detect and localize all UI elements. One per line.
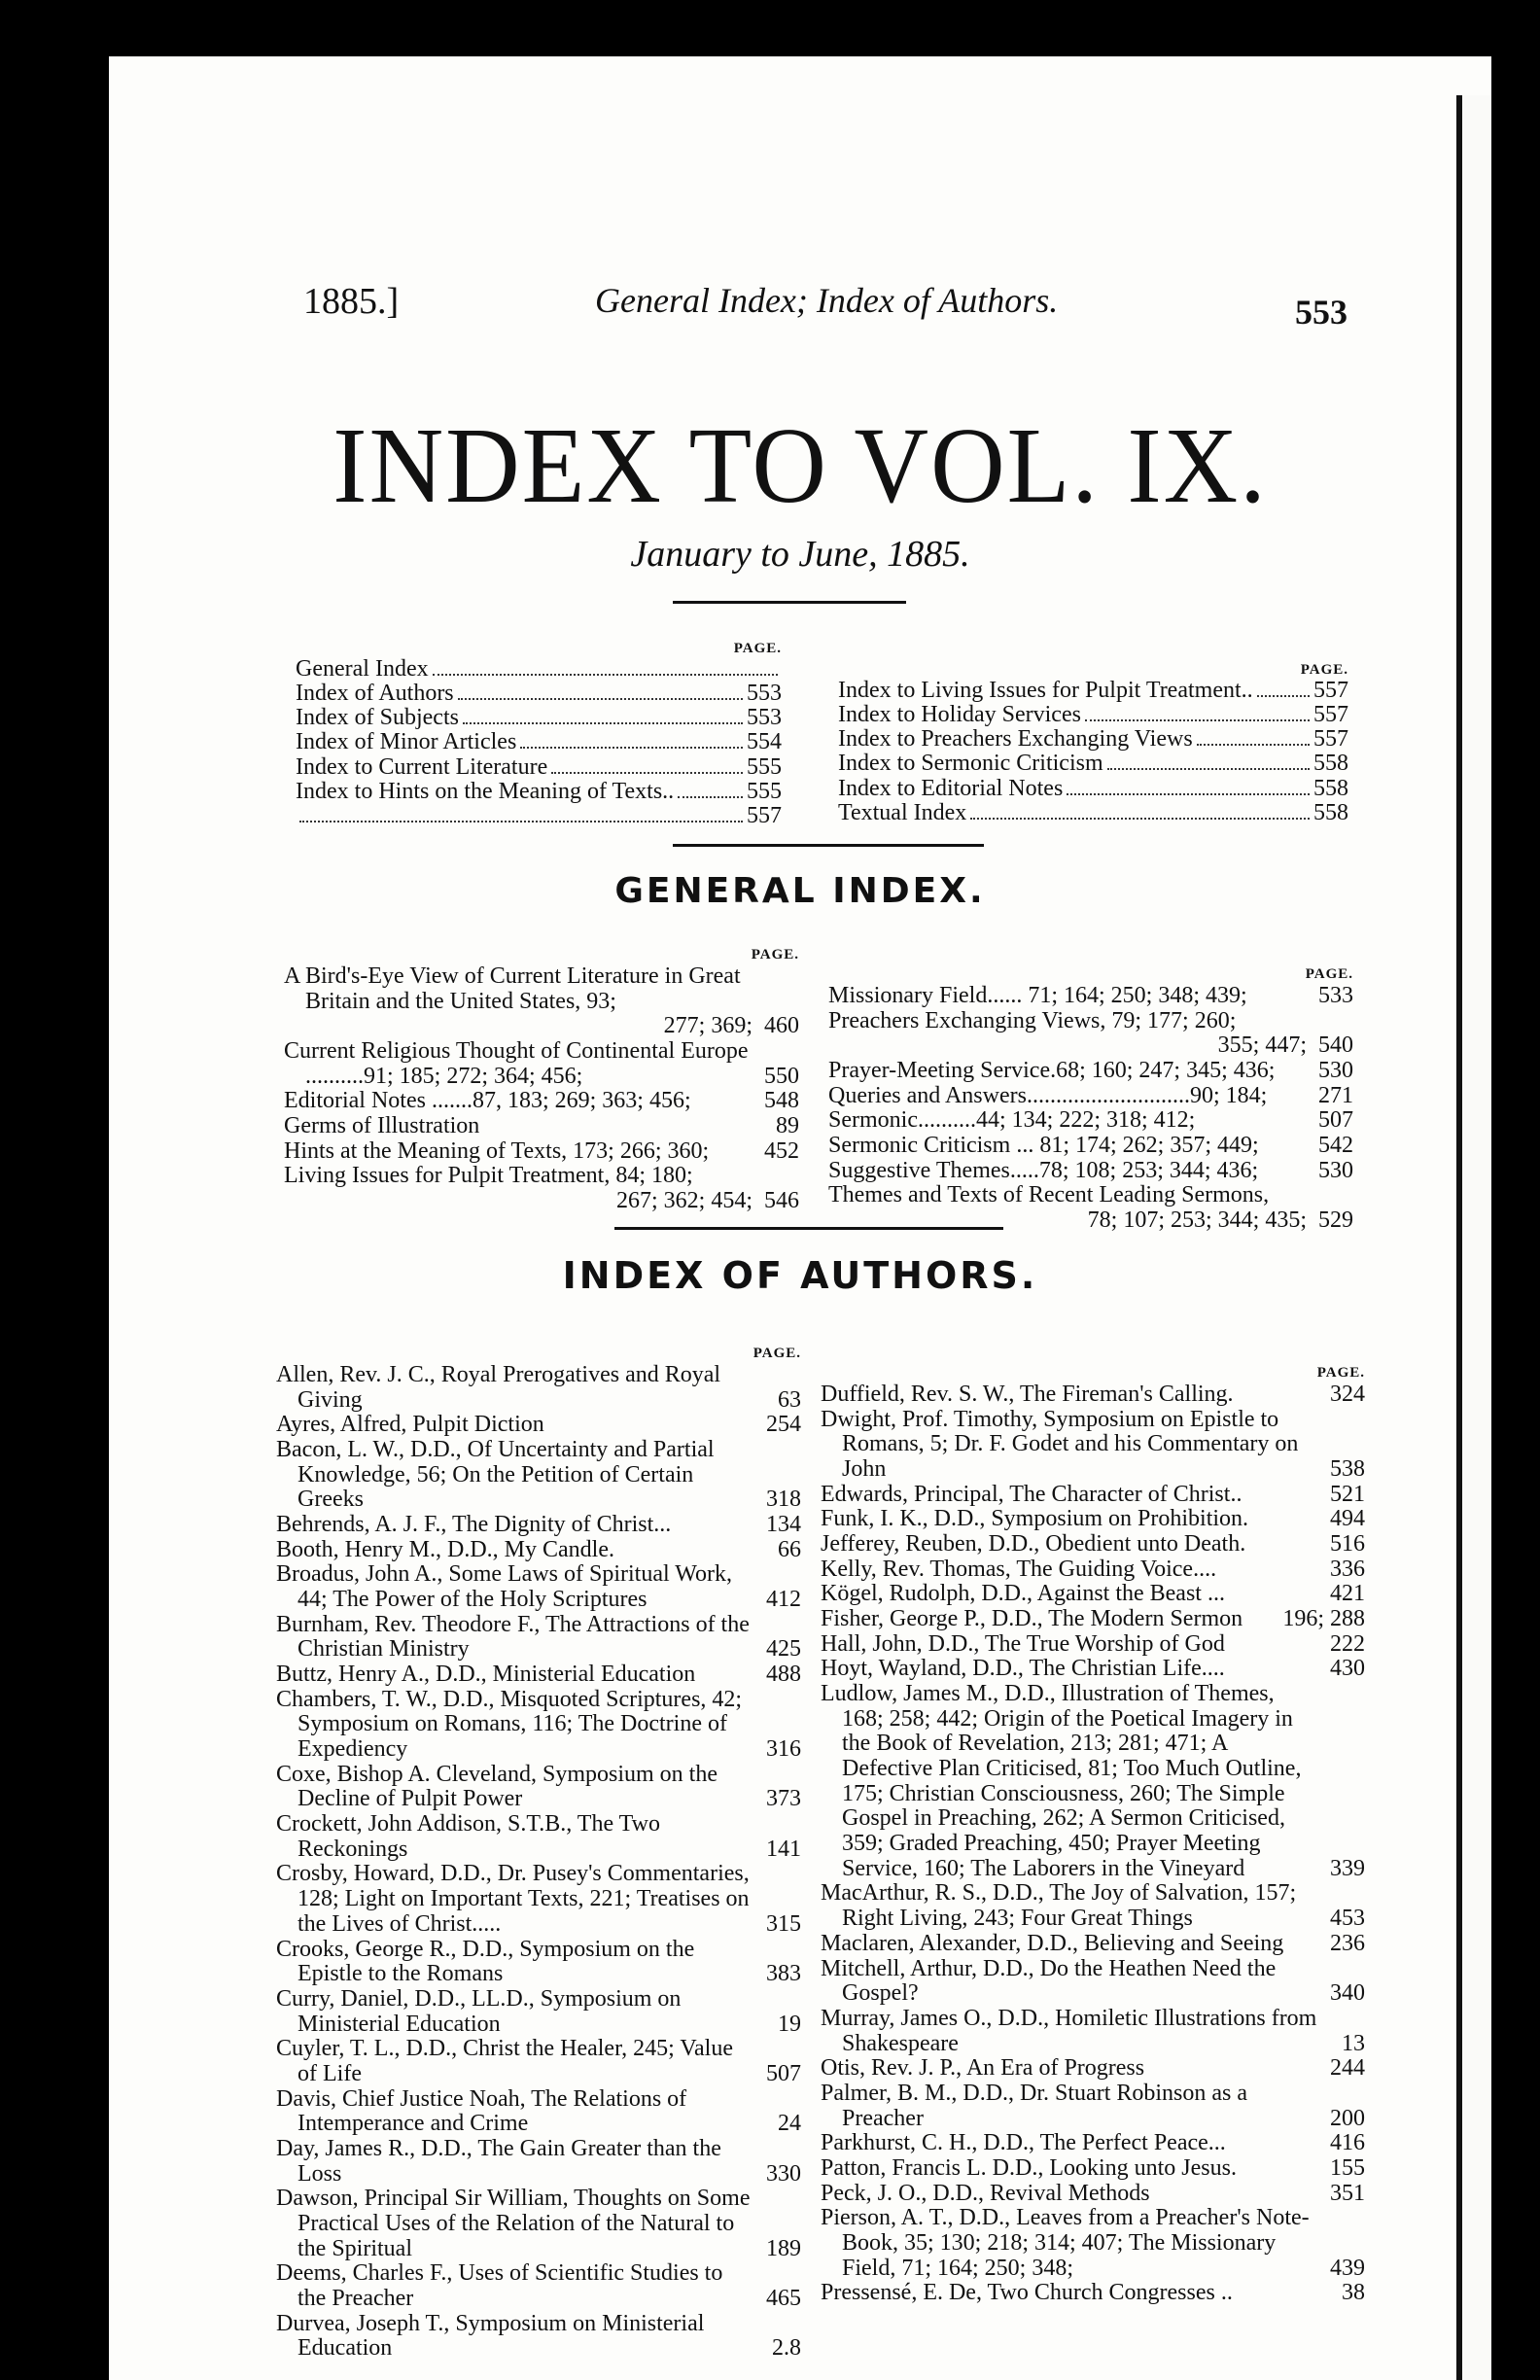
- entry-text: Missionary Field...... 71; 164; 250; 348; 439;: [828, 983, 1247, 1009]
- index-entry: [284, 1189, 799, 1214]
- contents-label: Index to Hints on the Meaning of Texts..: [296, 778, 675, 804]
- index-entry: [821, 2082, 1365, 2131]
- entry-text: 78; 107; 253; 344; 435;: [1087, 1208, 1307, 1234]
- entry-page-number: 141: [766, 1836, 801, 1862]
- entry-text: Jefferey, Reuben, D.D., Obedient unto Death.: [821, 1531, 1246, 1558]
- contents-page-number: 557: [747, 802, 782, 828]
- index-entry: [284, 1139, 799, 1165]
- index-entry: [276, 2087, 801, 2137]
- entry-page-number: 351: [1330, 2180, 1365, 2206]
- general-index-right-column: [828, 966, 1353, 1234]
- entry-text: Bacon, L. W., D.D., Of Uncertainty and Partial Knowledge, 56; On the Petition of Certain Greeks: [276, 1437, 715, 1513]
- index-entry: [284, 1014, 799, 1039]
- entry-page-number: 538: [1330, 1456, 1365, 1483]
- entry-page-number: 315: [766, 1910, 801, 1937]
- running-head-year: 1885.]: [303, 281, 400, 322]
- contents-label: Index to Sermonic Criticism: [838, 751, 1103, 777]
- entry-text: Cuyler, T. L., D.D., Christ the Healer, 245; Value of Life: [276, 2036, 733, 2086]
- entry-page-number: 336: [1330, 1556, 1365, 1582]
- entry-text: Sermonic..........44; 134; 222; 318; 412;: [828, 1107, 1196, 1134]
- contents-page-number: 555: [747, 778, 782, 804]
- index-entry: [821, 1932, 1365, 1957]
- index-entry: [284, 964, 799, 1014]
- index-entry: [276, 1562, 801, 1612]
- page-column-header: PAGE.: [733, 641, 782, 656]
- entry-page-number: 155: [1330, 2154, 1365, 2181]
- index-entry: [821, 1483, 1365, 1508]
- contents-label: Index to Editorial Notes: [838, 775, 1064, 801]
- leader-dots: [463, 722, 743, 724]
- page-column-header: PAGE.: [1305, 966, 1353, 982]
- contents-label: Textual Index: [838, 799, 967, 825]
- index-entry: [284, 1089, 799, 1114]
- contents-left-column: [296, 642, 782, 828]
- entry-page-number: 2.8: [772, 2335, 801, 2362]
- entry-text: Day, James R., D.D., The Gain Greater than the Loss: [276, 2135, 721, 2187]
- entry-page-number: 196; 288: [1282, 1606, 1365, 1632]
- entry-page-number: 542: [1318, 1133, 1353, 1159]
- contents-row: [296, 755, 782, 780]
- page-title: INDEX TO VOL. IX.: [332, 405, 1268, 525]
- entry-page-number: 66: [778, 1536, 801, 1562]
- leader-dots: [1067, 793, 1310, 795]
- contents-page-number: 557: [1313, 701, 1348, 727]
- leader-dots: [1257, 695, 1310, 697]
- contents-label: Index of Subjects: [296, 705, 459, 731]
- index-entry: [821, 2131, 1365, 2156]
- entry-page-number: 439: [1330, 2255, 1365, 2281]
- index-entry: [276, 1413, 801, 1438]
- index-entry: [828, 1059, 1353, 1084]
- contents-page-number: 554: [747, 729, 782, 755]
- index-entry: [821, 1657, 1365, 1682]
- index-entry: [276, 2037, 801, 2086]
- entry-text: Patton, Francis L. D.D., Looking unto Jesus.: [821, 2154, 1237, 2181]
- entry-text: Broadus, John A., Some Laws of Spiritual Work, 44; The Power of the Holy Scriptures: [276, 1561, 732, 1613]
- contents-page-number: 558: [1313, 799, 1348, 825]
- index-entry: [276, 1538, 801, 1563]
- entry-text: Peck, J. O., D.D., Revival Methods: [821, 2180, 1150, 2206]
- index-entry: [828, 1159, 1353, 1184]
- contents-page-number: 555: [747, 753, 782, 780]
- entry-page-number: 550: [764, 1063, 799, 1089]
- entry-page-number: 383: [766, 1961, 801, 1987]
- index-entry: [821, 1558, 1365, 1583]
- entry-text: Behrends, A. J. F., The Dignity of Christ...: [276, 1512, 672, 1538]
- contents-label: Index of Minor Articles: [296, 729, 517, 755]
- entry-page-number: 516: [1330, 1531, 1365, 1558]
- entry-page-number: 244: [1330, 2055, 1365, 2082]
- general-index-left-column: [284, 947, 799, 1214]
- entry-text: Dawson, Principal Sir William, Thoughts on Some Practical Uses of the Relation of the Natural to the Spiritual: [276, 2186, 751, 2261]
- entry-page-number: 19: [778, 2011, 801, 2037]
- entry-page-number: 460: [764, 1013, 799, 1039]
- entry-text: Crosby, Howard, D.D., Dr. Pusey's Commentaries, 128; Light on Important Texts, 221; Treatises on the Lives of Christ.....: [276, 1861, 750, 1937]
- entry-text: Hints at the Meaning of Texts, 173; 266; 360;: [284, 1138, 710, 1164]
- entry-text: MacArthur, R. S., D.D., The Joy of Salvation, 157; Right Living, 243; Four Great Things: [821, 1880, 1297, 1932]
- contents-label: General Index: [296, 655, 429, 682]
- contents-page-number: 557: [1313, 726, 1348, 752]
- entry-text: Hoyt, Wayland, D.D., The Christian Life....: [821, 1656, 1225, 1682]
- index-entry: [284, 1164, 799, 1189]
- contents-row: [838, 679, 1348, 703]
- index-entry: [821, 1682, 1365, 1881]
- entry-text: Funk, I. K., D.D., Symposium on Prohibition.: [821, 1506, 1249, 1532]
- entry-text: Kelly, Rev. Thomas, The Guiding Voice....: [821, 1556, 1217, 1582]
- entry-page-number: 529: [1318, 1208, 1353, 1234]
- entry-text: Queries and Answers............................90; 184;: [828, 1082, 1268, 1108]
- entry-text: Fisher, George P., D.D., The Modern Sermon: [821, 1606, 1243, 1632]
- entry-text: Kögel, Rudolph, D.D., Against the Beast ...: [821, 1581, 1225, 1607]
- entry-page-number: 507: [1318, 1107, 1353, 1134]
- entry-page-number: 430: [1330, 1656, 1365, 1682]
- index-entry: [821, 1582, 1365, 1607]
- index-entry: [828, 1183, 1353, 1208]
- index-entry: [821, 2156, 1365, 2182]
- contents-label: Index to Holiday Services: [838, 701, 1081, 727]
- entry-text: Crooks, George R., D.D., Symposium on the Epistle to the Romans: [276, 1936, 695, 1987]
- entry-page-number: 507: [766, 2060, 801, 2086]
- index-entry: [276, 1987, 801, 2037]
- entry-page-number: 412: [766, 1587, 801, 1613]
- entry-page-number: 330: [766, 2160, 801, 2187]
- entry-text: Current Religious Thought of Continental Europe ..........91; 185; 272; 364; 456;: [284, 1038, 749, 1089]
- contents-row: [296, 804, 782, 828]
- entry-text: Edwards, Principal, The Character of Christ..: [821, 1481, 1242, 1507]
- contents-row: [838, 777, 1348, 801]
- index-entry: [828, 984, 1353, 1009]
- entry-page-number: 316: [766, 1736, 801, 1763]
- entry-page-number: 63: [778, 1386, 801, 1413]
- entry-text: Parkhurst, C. H., D.D., The Perfect Peace...: [821, 2130, 1226, 2156]
- index-entry: [828, 1033, 1353, 1059]
- entry-page-number: 540: [1318, 1032, 1353, 1059]
- entry-text: Pierson, A. T., D.D., Leaves from a Preacher's Note-Book, 35; 130; 218; 314; 407; The Missionary Field, 71; 164; 250; 348;: [821, 2205, 1310, 2281]
- entry-page-number: 421: [1330, 1581, 1365, 1607]
- index-entry: [276, 1688, 801, 1763]
- entry-page-number: 533: [1318, 983, 1353, 1009]
- entry-text: Otis, Rev. J. P., An Era of Progress: [821, 2055, 1145, 2082]
- contents-row: [296, 682, 782, 706]
- contents-row: [296, 780, 782, 804]
- entry-text: 355; 447;: [1217, 1032, 1307, 1059]
- index-entry: [276, 1438, 801, 1513]
- entry-text: Ayres, Alfred, Pulpit Diction: [276, 1412, 544, 1438]
- entry-text: Coxe, Bishop A. Cleveland, Symposium on the Decline of Pulpit Power: [276, 1761, 718, 1812]
- contents-page-number: 557: [1313, 677, 1348, 703]
- page-number: 553: [1295, 293, 1348, 332]
- contents-label: Index of Authors: [296, 680, 454, 706]
- entry-page-number: 452: [764, 1138, 799, 1164]
- contents-page-number: 558: [1313, 751, 1348, 777]
- entry-page-number: 24: [778, 2111, 801, 2137]
- entry-page-number: 254: [766, 1412, 801, 1438]
- entry-text: Maclaren, Alexander, D.D., Believing and Seeing: [821, 1930, 1284, 1956]
- contents-row: [838, 752, 1348, 776]
- running-head-title: General Index; Index of Authors.: [595, 281, 1059, 320]
- index-entry: [821, 2281, 1365, 2306]
- index-of-authors-heading: INDEX OF AUTHORS.: [562, 1254, 1038, 1297]
- index-entry: [828, 1084, 1353, 1109]
- index-entry: [821, 1532, 1365, 1558]
- leader-dots: [458, 698, 743, 700]
- index-entry: [821, 1957, 1365, 2007]
- entry-page-number: 416: [1330, 2130, 1365, 2156]
- running-head: [109, 280, 1491, 338]
- entry-text: Burnham, Rev. Theodore F., The Attractions of the Christian Ministry: [276, 1611, 750, 1662]
- index-entry: [828, 1134, 1353, 1159]
- index-entry: [821, 2182, 1365, 2207]
- leader-dots: [520, 747, 743, 749]
- contents-label: Index to Living Issues for Pulpit Treatment..: [838, 677, 1253, 703]
- index-entry: [276, 1862, 801, 1937]
- authors-left-column: [276, 1346, 801, 2362]
- leader-dots: [678, 796, 743, 798]
- index-entry: [284, 1039, 799, 1089]
- entry-text: Preachers Exchanging Views, 79; 177; 260;: [828, 1007, 1237, 1033]
- book-page: [109, 56, 1491, 2380]
- index-entry: [276, 1662, 801, 1688]
- entry-page-number: 13: [1342, 2030, 1365, 2056]
- contents-right-column: [838, 663, 1348, 825]
- contents-row: [838, 727, 1348, 752]
- index-entry: [828, 1108, 1353, 1134]
- leader-dots: [299, 821, 743, 822]
- divider-rule: [614, 1227, 1003, 1230]
- index-entry: [821, 2056, 1365, 2082]
- contents-label: Index to Preachers Exchanging Views: [838, 726, 1193, 752]
- entry-page-number: 324: [1330, 1382, 1365, 1408]
- contents-label: Index to Current Literature: [296, 753, 548, 780]
- leader-dots: [433, 674, 778, 676]
- entry-text: Sermonic Criticism ... 81; 174; 262; 357; 449;: [828, 1133, 1259, 1159]
- index-entry: [821, 1408, 1365, 1483]
- entry-text: 277; 369;: [663, 1013, 752, 1039]
- entry-page-number: 318: [766, 1487, 801, 1513]
- entry-page-number: 488: [766, 1662, 801, 1688]
- page-column-header: PAGE.: [1300, 662, 1348, 678]
- contents-row: [296, 657, 782, 682]
- index-entry: [284, 1114, 799, 1139]
- entry-text: Durvea, Joseph T., Symposium on Ministerial Education: [276, 2310, 705, 2362]
- page-column-header: PAGE.: [1316, 1365, 1365, 1381]
- contents-page-number: 553: [747, 680, 782, 706]
- entry-text: Living Issues for Pulpit Treatment, 84; 180;: [284, 1163, 693, 1189]
- entry-page-number: 200: [1330, 2105, 1365, 2131]
- entry-page-number: 89: [776, 1113, 799, 1139]
- entry-page-number: 453: [1330, 1906, 1365, 1932]
- index-entry: [276, 1613, 801, 1662]
- entry-text: Dwight, Prof. Timothy, Symposium on Epistle to Romans, 5; Dr. F. Godet and his Commentary on John: [821, 1406, 1299, 1483]
- divider-rule: [673, 844, 984, 847]
- leader-dots: [551, 772, 743, 774]
- index-entry: [821, 2206, 1365, 2281]
- entry-page-number: 530: [1318, 1157, 1353, 1183]
- entry-text: Hall, John, D.D., The True Worship of God: [821, 1630, 1225, 1657]
- entry-page-number: 271: [1318, 1082, 1353, 1108]
- entry-text: Palmer, B. M., D.D., Dr. Stuart Robinson as a Preacher: [821, 2080, 1248, 2131]
- entry-text: Davis, Chief Justice Noah, The Relations of Intemperance and Crime: [276, 2085, 687, 2137]
- entry-text: Mitchell, Arthur, D.D., Do the Heathen Need the Gospel?: [821, 1955, 1277, 2007]
- entry-page-number: 222: [1330, 1630, 1365, 1657]
- index-entry: [821, 1607, 1365, 1632]
- entry-page-number: 546: [764, 1188, 799, 1214]
- entry-text: Germs of Illustration: [284, 1113, 480, 1139]
- index-entry: [276, 1513, 801, 1538]
- contents-row: [296, 730, 782, 754]
- index-entry: [276, 2312, 801, 2362]
- leader-dots: [1085, 719, 1310, 721]
- entry-text: Themes and Texts of Recent Leading Sermons,: [828, 1182, 1270, 1208]
- entry-page-number: 521: [1330, 1481, 1365, 1507]
- index-entry: [821, 1382, 1365, 1408]
- entry-page-number: 340: [1330, 1980, 1365, 2007]
- index-entry: [828, 1009, 1353, 1034]
- leader-dots: [1107, 768, 1310, 770]
- entry-page-number: 373: [766, 1786, 801, 1812]
- entry-text: Duffield, Rev. S. W., The Fireman's Calling.: [821, 1382, 1234, 1408]
- entry-text: 267; 362; 454;: [615, 1188, 752, 1214]
- index-entry: [821, 2007, 1365, 2056]
- entry-page-number: 494: [1330, 1506, 1365, 1532]
- leader-dots: [970, 818, 1310, 820]
- index-entry: [276, 1763, 801, 1812]
- page-subtitle: January to June, 1885.: [630, 534, 970, 575]
- contents-row: [838, 801, 1348, 825]
- entry-text: Suggestive Themes.....78; 108; 253; 344; 436;: [828, 1157, 1259, 1183]
- entry-page-number: 548: [764, 1088, 799, 1114]
- entry-page-number: 530: [1318, 1058, 1353, 1084]
- index-entry: [821, 1507, 1365, 1532]
- entry-page-number: 339: [1330, 1855, 1365, 1881]
- entry-text: A Bird's-Eye View of Current Literature in Great Britain and the United States, 93;: [284, 963, 741, 1014]
- entry-text: Buttz, Henry A., D.D., Ministerial Education: [276, 1662, 696, 1688]
- general-index-heading: GENERAL INDEX.: [614, 871, 986, 911]
- entry-text: Pressensé, E. De, Two Church Congresses ..: [821, 2280, 1233, 2306]
- index-entry: [276, 2187, 801, 2261]
- entry-text: Crockett, John Addison, S.T.B., The Two Reckonings: [276, 1811, 660, 1862]
- entry-page-number: 134: [766, 1512, 801, 1538]
- divider-rule: [673, 601, 906, 604]
- entry-text: Curry, Daniel, D.D., LL.D., Symposium on Ministerial Education: [276, 1985, 682, 2037]
- entry-text: Booth, Henry M., D.D., My Candle.: [276, 1536, 614, 1562]
- page-column-header: PAGE.: [752, 1346, 801, 1361]
- contents-page-number: 553: [747, 705, 782, 731]
- index-entry: [276, 2261, 801, 2311]
- entry-text: Murray, James O., D.D., Homiletic Illustrations from Shakespeare: [821, 2005, 1317, 2056]
- index-entry: [276, 1363, 801, 1413]
- entry-text: Prayer-Meeting Service.68; 160; 247; 345; 436;: [828, 1058, 1276, 1084]
- leader-dots: [1197, 744, 1310, 746]
- entry-text: Deems, Charles F., Uses of Scientific Studies to the Preacher: [276, 2260, 723, 2311]
- contents-row: [838, 703, 1348, 727]
- entry-page-number: 236: [1330, 1930, 1365, 1956]
- authors-right-column: [821, 1365, 1365, 2306]
- page-column-header: PAGE.: [751, 947, 799, 962]
- index-entry: [276, 2137, 801, 2187]
- entry-page-number: 425: [766, 1636, 801, 1662]
- entry-page-number: 465: [766, 2285, 801, 2311]
- entry-text: Ludlow, James M., D.D., Illustration of Themes, 168; 258; 442; Origin of the Poetical Imagery in the Book of Revelation, 213; 281; 471; A Defective Plan Criticised, 81; Too Much Outline, 175; Christian Consciousness, 260; The Simple Gospel in Preaching, 262; A Sermon Criticised, 359; Graded Preaching, 450; Prayer Meeting Service, 160; The Laborers in the Vineyard: [821, 1681, 1302, 1881]
- entry-page-number: 189: [766, 2235, 801, 2261]
- index-entry: [276, 1938, 801, 1987]
- contents-page-number: 558: [1313, 775, 1348, 801]
- entry-text: Chambers, T. W., D.D., Misquoted Scriptures, 42; Symposium on Romans, 116; The Doctrine of Expediency: [276, 1686, 743, 1763]
- entry-page-number: 38: [1342, 2280, 1365, 2306]
- entry-text: Editorial Notes .......87, 183; 269; 363; 456;: [284, 1088, 691, 1114]
- index-entry: [821, 1632, 1365, 1658]
- index-entry: [821, 1881, 1365, 1931]
- contents-row: [296, 706, 782, 730]
- index-entry: [276, 1812, 801, 1862]
- entry-text: Allen, Rev. J. C., Royal Prerogatives and Royal Giving: [276, 1362, 721, 1413]
